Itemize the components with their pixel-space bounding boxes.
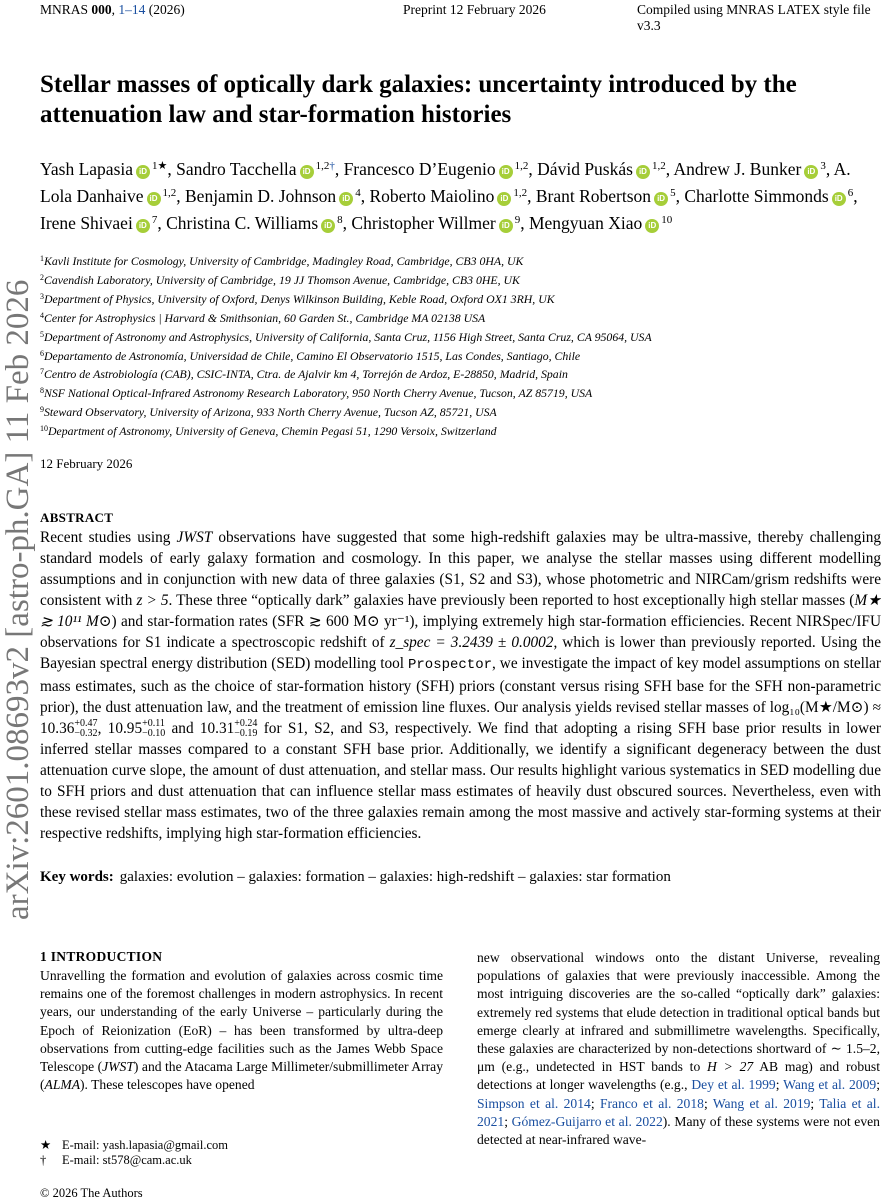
affiliation-number: 1 [40, 254, 44, 263]
footnote-email-2: † E-mail: st578@cam.ac.uk [40, 1153, 192, 1167]
affiliation-text: Department of Astronomy, University of Geneva, Chemin Pegasi 51, 1290 Versoix, Switzerland [48, 424, 497, 439]
affiliation-marker: 1,2 [315, 160, 330, 172]
author-name: Sandro Tacchella [176, 159, 297, 179]
affiliation [40, 364, 860, 383]
author-list: Yash Lapasia iD $^{1★}$, Sandro Tacchella iD $^{1,2\dagger}$, Francesco D’Eugenio iD $^{1,2}$, Dávid Puskás iD $^{1,2}$, Andrew J. Bunker iD $^3$, A. Lola Danhaive iD $^{1,2}$, Benjamin D. Johnson iD $^4$, Roberto Maiolino iD $^{1,2}$, Brant Robertson iD $^5$, Charlotte Simmonds iD $^6$, Irene Shivaei iD $^7$, Christina C. Williams iD $^8$, Christopher Willmer iD $^9$, Mengyuan Xiao iD $^{10}$ [40, 159, 858, 233]
author-name: Brant Robertson [535, 186, 652, 206]
author [529, 213, 672, 233]
orcid-icon[interactable]: iD [147, 192, 161, 206]
citation-link[interactable]: Franco et al. 2018 [599, 1095, 704, 1111]
author-name: Christina C. Williams [166, 213, 319, 233]
abstract-text: Recent studies using JWST observations have suggested that some high-redshift galaxies may be ultra-massive, thereby challenging standard models of early galaxy formation and cosmology. In this paper, we analyse the stellar masses using different modelling assumptions and in conjunction with new data of three galaxies (S1, S2 and S3), whose photometric and NIRCam/grism redshifts were consistent with z > 5. These three “optically dark” galaxies have previously been reported to host exceptionally high stellar masses (M★ ≳ 10¹¹ M⊙) and star-formation rates (SFR ≳ 600 M⊙ yr⁻¹), implying extremely high star-formation efficiencies. Recent NIRSpec/IFU observations for S1 indicate a spectroscopic redshift of z_spec = 3.2439 ± 0.0002, which is lower than previously reported. Using the Bayesian spectral energy distribution (SED) modelling tool Prospector, we investigate the impact of key model assumptions on stellar mass estimates, such as the choice of star-formation history (SFH) priors (constant versus rising SFH base for the SFH non-parametric prior), the dust attenuation law, and the treatment of emission line fluxes. Our analysis yields revised stellar masses of log₁₀(M★/M⊙) ≈ 10.36+0.47 −0.32, 10.95+0.11 −0.10 and 10.31+0.24 −0.19 for S1, S2, and S3, respectively. We find that adopting a rising SFH base prior results in lower inferred stellar masses compared to a constant SFH base prior. Additionally, we identify a significant degeneracy between the dust attenuation curve slope, the amount of dust attenuation, and stellar mass. Our results highlight various systematics in SED modelling due to SFH priors and dust attenuation that can influence stellar mass estimates of heavily dust obscured sources. Nevertheless, even with these revised stellar mass estimates, two of the three galaxies remain among the most massive and actively star-forming systems at their respective redshifts, implying high star-formation efficiencies. [40, 529, 881, 843]
citation-link[interactable]: Talia et al. 2021 [477, 1095, 880, 1129]
author-name: Andrew J. Bunker [673, 159, 802, 179]
orcid-icon[interactable]: iD [339, 192, 353, 206]
intro-column-2: new observational windows onto the distant Universe, revealing populations of galaxies that were previously inaccessible. Among the most intriguing discoveries are the so-called “optically dark” galaxies: extremely red systems that elude detection in traditional optical bands but emerge clearly at infrared and submillimetre wavelengths. Specifically, these galaxies are characterized by non-detections shortward of ∼ 1.5–2, μm (e.g., undetected in HST bands to H > 27 AB mag) and robust detections at longer wavelengths (e.g., Dey et al. 1999; Wang et al. 2009; Simpson et al. 2014; Franco et al. 2018; Wang et al. 2019; Talia et al. 2021; Gómez-Guijarro et al. 2022). Many of these systems were not even detected at near-infrared wave- [477, 950, 880, 1148]
author [684, 186, 853, 206]
author [176, 159, 335, 179]
affiliation [40, 383, 860, 402]
affiliation-number: 9 [40, 405, 44, 415]
affiliation-marker: 8 [337, 214, 343, 226]
affiliation-marker: 3 [820, 160, 826, 172]
affiliation-text: Cavendish Laboratory, University of Cambridge, 19 JJ Thomson Avenue, Cambridge, CB3 0HE, UK [44, 272, 520, 287]
author [673, 159, 825, 179]
received-date: 12 February 2026 [40, 456, 133, 471]
author [185, 186, 361, 206]
affiliation-number: 4 [40, 310, 44, 320]
affiliation-number: 3 [40, 291, 44, 301]
affiliation-marker: 5 [670, 187, 676, 199]
author [369, 186, 527, 206]
author [537, 159, 666, 179]
author-name: Dávid Puskás [537, 159, 633, 179]
copyright: © 2026 The Authors [40, 1186, 143, 1200]
orcid-icon[interactable]: iD [300, 165, 314, 179]
orcid-icon[interactable]: iD [499, 219, 513, 233]
header-journal: MNRAS 000, 1–14 (2026) [40, 2, 185, 17]
author [536, 186, 676, 206]
author-name: Francesco D’Eugenio [343, 159, 496, 179]
abstract-heading: ABSTRACT [40, 510, 114, 525]
affiliation-marker: 10 [661, 214, 673, 226]
affiliation [40, 421, 860, 440]
author-name: Yash Lapasia [40, 159, 134, 179]
affiliation-marker: 1,2 [162, 187, 177, 199]
citation-link[interactable]: Gómez-Guijarro et al. 2022 [511, 1113, 663, 1129]
orcid-icon[interactable]: iD [804, 165, 818, 179]
keywords: Key words: galaxies: evolution – galaxies: formation – galaxies: high-redshift – galaxies: star formation [40, 869, 671, 885]
affiliation-text: Department of Astronomy and Astrophysics, University of California, Santa Cruz, 1156 High Street, Santa Cruz, CA 95064, USA [44, 329, 652, 344]
author-name: Mengyuan Xiao [528, 213, 643, 233]
author-name: Roberto Maiolino [369, 186, 495, 206]
citation-link[interactable]: Dey et al. 1999 [691, 1077, 776, 1093]
affiliation-number: 5 [40, 329, 44, 339]
affiliation-text: Kavli Institute for Cosmology, University of Cambridge, Madingley Road, Cambridge, CB3 0HA, UK [44, 254, 524, 268]
section-heading-introduction: 1 INTRODUCTION [40, 949, 163, 964]
orcid-icon[interactable]: iD [832, 192, 846, 206]
affiliation [40, 289, 860, 308]
author-name: A. Lola Danhaive [40, 159, 851, 206]
affiliation [40, 346, 860, 365]
footnote-email-1: ★ E-mail: yash.lapasia@gmail.com [40, 1138, 228, 1152]
affiliation-marker: 1 [152, 160, 158, 172]
author [344, 159, 529, 179]
affiliation-text: Department of Physics, University of Oxford, Denys Wilkinson Building, Keble Road, Oxford OX1 3RH, UK [44, 291, 555, 306]
footnote-marker[interactable]: † [329, 160, 335, 172]
affiliation-marker: 7 [151, 214, 158, 226]
affiliation-marker: 1,2 [513, 187, 528, 199]
orcid-icon[interactable]: iD [499, 165, 513, 179]
author [40, 159, 167, 179]
author-name: Charlotte Simmonds [684, 186, 829, 206]
affiliation [40, 270, 860, 289]
header-preprint: Preprint 12 February 2026 [403, 2, 546, 17]
citation-link[interactable]: Simpson et al. 2014 [477, 1095, 591, 1111]
author [40, 213, 157, 233]
affiliation-text: Center for Astrophysics | Harvard & Smithsonian, 60 Garden St., Cambridge MA 02138 USA [44, 310, 486, 325]
orcid-icon[interactable]: iD [136, 165, 150, 179]
intro-column-1: Unravelling the formation and evolution of galaxies across cosmic time remains one of the foremost challenges in modern astrophysics. In recent years, our understanding of the early Universe – particularly during the Epoch of Reionization (EoR) – has been transformed by ultra-deep observations from cutting-edge facilities such as the James Webb Space Telescope (JWST) and the Atacama Large Millimeter/submillimeter Array (ALMA). These telescopes have opened [40, 968, 443, 1093]
affiliation-text: NSF National Optical-Infrared Astronomy Research Laboratory, 950 North Cherry Avenue, Tucson, AZ 85719, USA [44, 386, 593, 401]
orcid-icon[interactable]: iD [321, 219, 335, 233]
footnote-marker[interactable]: ★ [157, 160, 168, 172]
affiliation-number: 7 [40, 367, 44, 377]
affiliation [40, 327, 860, 346]
affiliation-number: 6 [40, 348, 44, 358]
author-name: Christopher Willmer [351, 213, 496, 233]
arxiv-sidebar: arXiv:2601.08693v2 [astro-ph.GA] 11 Feb 2026 [0, 279, 36, 920]
orcid-icon[interactable]: iD [497, 192, 511, 206]
citation-link[interactable]: Wang et al. 2009 [783, 1077, 877, 1093]
orcid-icon[interactable]: iD [645, 219, 659, 233]
affiliation-text: Centro de Astrobiología (CAB), CSIC-INTA, Ctra. de Ajalvir km 4, Torrejón de Ardoz, E-28850, Madrid, Spain [44, 367, 568, 382]
affiliation-marker: 1,2 [651, 160, 666, 172]
author [351, 213, 520, 233]
orcid-icon[interactable]: iD [136, 219, 150, 233]
citation-link[interactable]: Wang et al. 2019 [712, 1095, 811, 1111]
affiliation-list [40, 251, 860, 440]
affiliation-marker: 4 [355, 187, 361, 199]
header-style: Compiled using MNRAS LATEX style file v3.3 [637, 2, 871, 33]
orcid-icon[interactable]: iD [636, 165, 650, 179]
affiliation-marker: 1,2 [514, 160, 529, 172]
affiliation-marker: 9 [514, 214, 521, 226]
affiliation-number: 10 [40, 424, 48, 434]
affiliation-number: 2 [40, 272, 44, 282]
page-range-link[interactable]: 1–14 [118, 2, 146, 17]
tool-name: Prospector [408, 657, 493, 673]
affiliation-marker: 6 [847, 187, 854, 199]
orcid-icon[interactable]: iD [654, 192, 668, 206]
author [166, 213, 343, 233]
affiliation [40, 251, 860, 270]
affiliation-number: 8 [40, 386, 44, 396]
affiliation [40, 308, 860, 327]
paper-title: Stellar masses of optically dark galaxies: uncertainty introduced by the attenuation law and star-formation histories [40, 71, 797, 128]
affiliation-text: Steward Observatory, University of Arizona, 933 North Cherry Avenue, Tucson AZ, 85721, USA [44, 405, 497, 420]
affiliation-text: Departamento de Astronomía, Universidad de Chile, Camino El Observatorio 1515, Las Condes, Santiago, Chile [44, 348, 581, 363]
affiliation [40, 402, 860, 421]
author-name: Benjamin D. Johnson [185, 186, 337, 206]
author-name: Irene Shivaei [40, 213, 133, 233]
